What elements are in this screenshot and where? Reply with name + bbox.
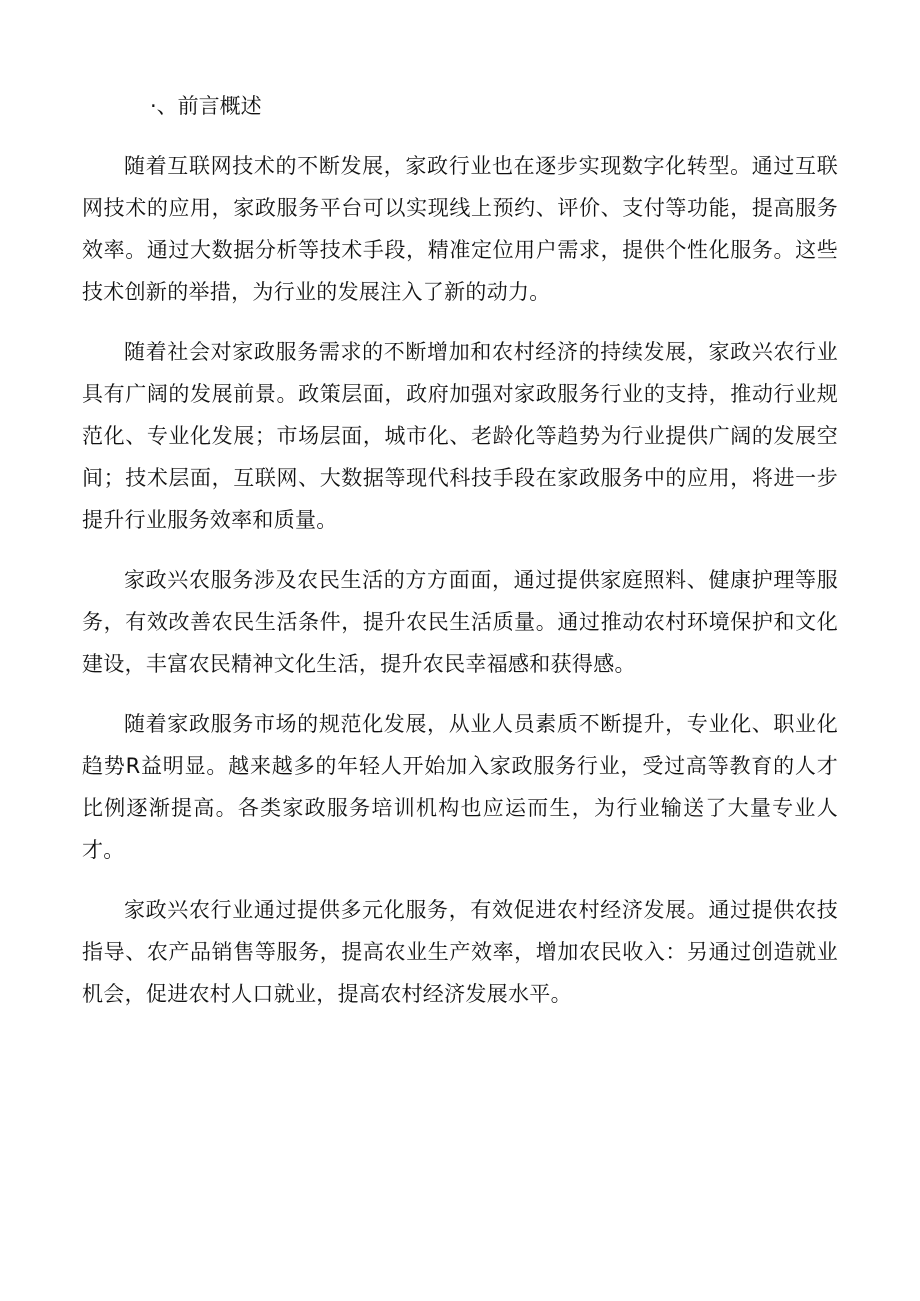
paragraph-digital-transformation: 随着互联网技术的不断发展，家政行业也在逐步实现数字化转型。通过互联网技术的应用，家政服务平台可以实现线上预约、评价、支付等功能，提高服务效率。通过大数据分析等技术手段，精准定位用户需求，提供个性化服务。这些技术创新的举措，为行业的发展注入了新的动力。 bbox=[82, 154, 838, 304]
section-heading: ·、前言概述 bbox=[150, 94, 262, 118]
document-body bbox=[82, 145, 838, 1033]
paragraph-farmer-life-quality: 家政兴农服务涉及农民生活的方方面面，通过提供家庭照料、健康护理等服务，有效改善农民生活条件，提升农民生活质量。通过推动农村环境保护和文化建设，丰富农民精神文化生活，提升农民幸福感和获得感。 bbox=[82, 568, 838, 676]
paragraph-development-prospects: 随着社会对家政服务需求的不断增加和农村经济的持续发展，家政兴农行业具有广阔的发展前景。政策层面，政府加强对家政服务行业的支持，推动行业规范化、专业化发展；市场层面，城市化、老龄化等趋势为行业提供广阔的发展空间；技术层面，互联网、大数据等现代科技手段在家政服务中的应用，将进一步提升行业服务效率和质量。 bbox=[82, 340, 838, 532]
paragraph-rural-economy: 家政兴农行业通过提供多元化服务，有效促进农村经济发展。通过提供农技指导、农产品销售等服务，提高农业生产效率，增加农民收入：另通过创造就业机会，促进农村人口就业，提高农村经济发展水平。 bbox=[82, 898, 838, 1006]
paragraph-professionalization: 随着家政服务市场的规范化发展，从业人员素质不断提升，专业化、职业化趋势R益明显。越来越多的年轻人开始加入家政服务行业，受过高等教育的人才比例逐渐提高。各类家政服务培训机构也应运而生，为行业输送了大量专业人才。 bbox=[82, 712, 838, 862]
